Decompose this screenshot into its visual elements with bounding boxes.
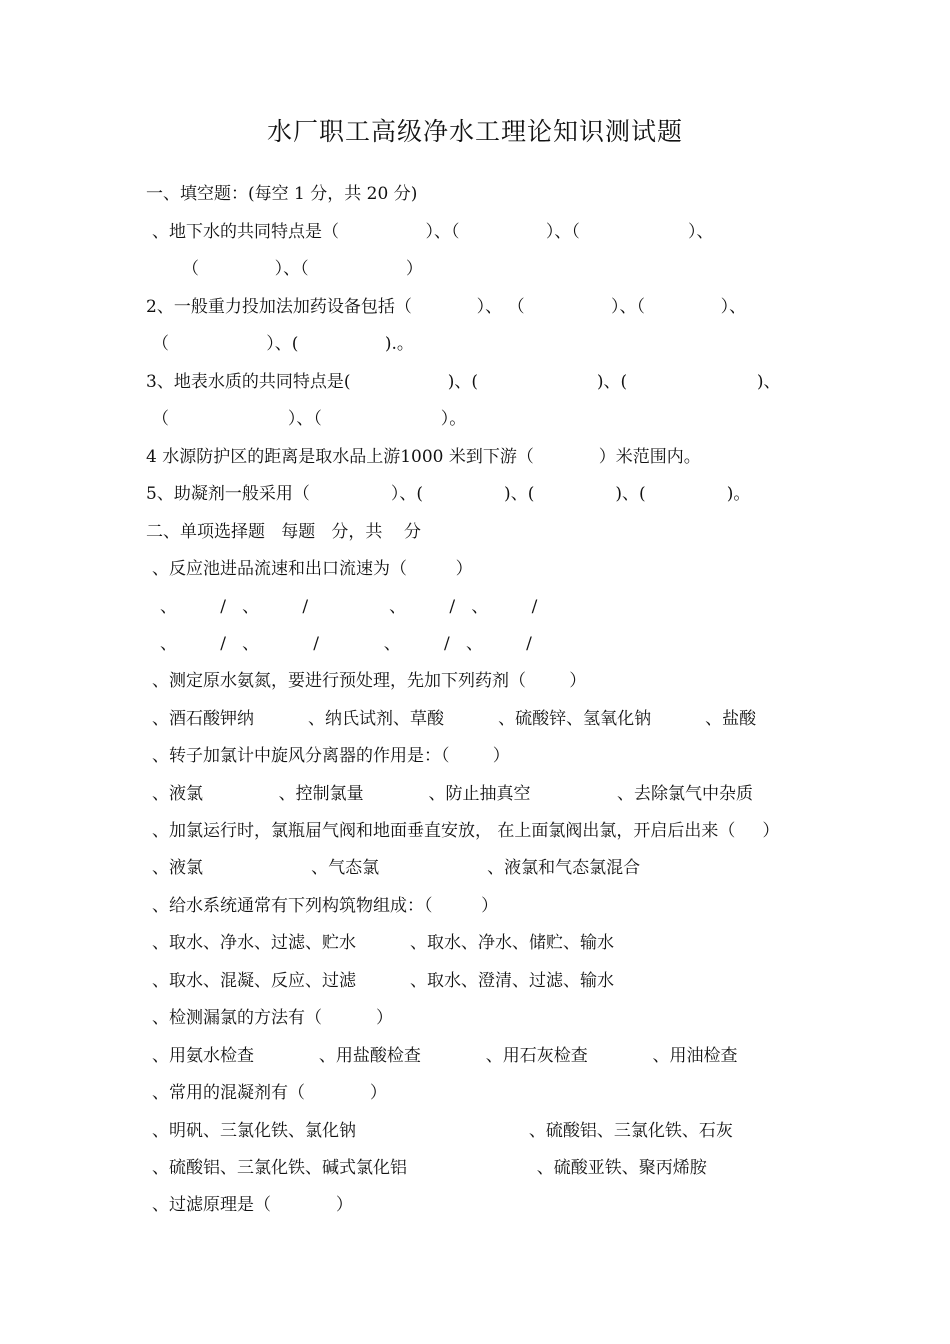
text-line: 、液氯 、气态氯 、液氯和气态氯混合 (152, 858, 641, 878)
text-line: 、转子加氯计中旋风分离器的作用是：（ ） (152, 746, 510, 766)
text-line: （ ）、（ ） (182, 259, 423, 279)
text-line: 、过滤原理是（ ） (152, 1195, 353, 1215)
text-line: 二、单项选择题 每题 分，共 分 (146, 522, 422, 542)
text-line: 、反应池进品流速和出口流速为（ ） (152, 559, 473, 579)
text-line: 一、填空题：(每空 1 分，共 20 分) (146, 184, 418, 204)
text-line: 、硫酸铝、三氯化铁、碱式氯化铝 、硫酸亚铁、聚丙烯胺 (152, 1158, 707, 1178)
text-line: 、测定原水氨氮，要进行预处理，先加下列药剂（ ） (152, 671, 587, 691)
text-line: 4 水源防护区的距离是取水品上游1000 米到下游（ ）米范围内。 (146, 447, 701, 467)
text-line: 、常用的混凝剂有（ ） (152, 1083, 387, 1103)
text-line: 、明矾、三氯化铁、氯化钠 、硫酸铝、三氯化铁、石灰 (152, 1121, 733, 1141)
text-line: 、 / 、 / 、 / 、 / (160, 597, 538, 617)
text-line: 、用氨水检查 、用盐酸检查 、用石灰检查 、用油检查 (152, 1046, 738, 1066)
text-line: 、加氯运行时，氯瓶屇气阀和地面垂直安放， 在上面氯阀出氯，开启后出来（ ） (152, 821, 780, 841)
text-line: 5、助凝剂一般采用（ ）、( )、( )、( )。 (146, 484, 751, 504)
text-line: 、给水系统通常有下列构筑物组成：（ ） (152, 896, 499, 916)
text-line: （ ）、（ ）。 (152, 409, 467, 429)
text-line: 、液氯 、控制氯量 、防止抽真空 、去除氯气中杂质 (152, 784, 753, 804)
text-line: 2、一般重力投加法加药设备包括（ ）、 （ ）、（ ）、 (146, 297, 747, 317)
text-line: 、酒石酸钾纳 、纳氏试剂、草酸 、硫酸锌、氢氧化钠 、盐酸 (152, 709, 757, 729)
text-line: 3、地表水质的共同特点是( )、( )、( )、 (146, 372, 781, 392)
text-line: 、地下水的共同特点是（ ）、（ ）、（ ）、 (152, 222, 714, 242)
text-line: 、检测漏氯的方法有（ ） (152, 1008, 394, 1028)
text-line: （ ）、( ).。 (152, 334, 414, 354)
text-line: 、取水、混凝、反应、过滤 、取水、澄清、过滤、输水 (152, 971, 615, 991)
text-line: 、 / 、 / 、 / 、 / (160, 634, 532, 654)
text-line: 、取水、净水、过滤、贮水 、取水、净水、储贮、输水 (152, 933, 615, 953)
page-title: 水厂职工高级净水工理论知识测试题 (266, 117, 683, 146)
